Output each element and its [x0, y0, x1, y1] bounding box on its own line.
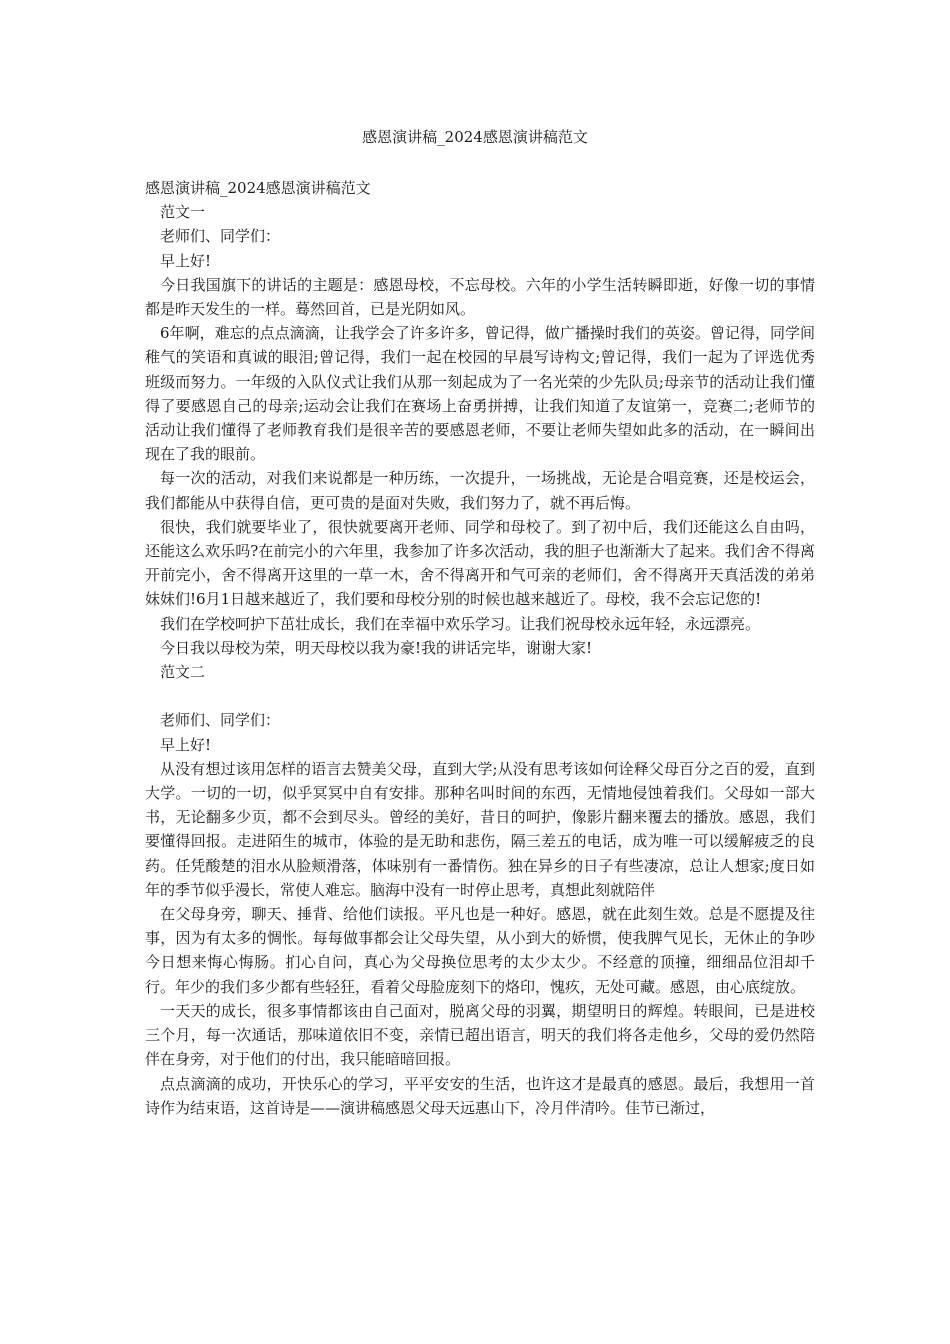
paragraph: 老师们、同学们：: [160, 227, 281, 246]
page-title: 感恩演讲稿_2024感恩演讲稿范文: [362, 128, 588, 146]
paragraph: 老师们、同学们：: [160, 711, 281, 730]
paragraph: 从没有想过该用怎样的语言去赞美父母，直到大学;从没有思考该如何诠释父母百分之百的爱，直到大学。一切的一切，似乎冥冥中自有安排。那种名叫时间的东西，无情地侵蚀着我们。父母如一部大书，无论翻多少页，都不会到尽头。曾经的美好，昔日的呵护，像影片翻来覆去的播放。感恩，我们要懂得回报。走进陌生的城市，体验的是无助和悲伤，隔三差五的电话，成为唯一可以缓解疲乏的良药。任凭酸楚的泪水从脸颊滑落，体味别有一番情伤。独在异乡的日子有些凄凉，总让人想家;度日如年的季节似乎漫长，常使人难忘。脑海中没有一时停止思考，真想此刻就陪伴: [145, 759, 815, 899]
paragraph: 很快，我们就要毕业了，很快就要离开老师、同学和母校了。到了初中后，我们还能这么自由吗，还能这么欢乐吗?在前完小的六年里，我参加了许多次活动，我的胆子也渐渐大了起来。我们舍不得离开前完小，舍不得离开这里的一草一木，舍不得离开和气可亲的老师们，舍不得离开天真活泼的弟弟妹妹们!6月1日越来越近了，我们要和母校分别的时候也越来越近了。母校，我不会忘记您的!: [145, 517, 815, 609]
paragraph: 我们在学校呵护下茁壮成长，我们在幸福中欢乐学习。让我们祝母校永远年轻，永远漂亮。: [160, 614, 761, 633]
paragraph: 早上好!: [160, 251, 212, 270]
paragraph: 范文二: [160, 663, 206, 682]
paragraph: 今日我以母校为荣，明天母校以我为豪!我的讲话完毕，谢谢大家!: [160, 638, 593, 657]
blank-line: [145, 684, 815, 708]
paragraph: 点点滴滴的成功，开快乐心的学习，平平安安的生活，也许这才是最真的感恩。最后，我想用一首诗作为结束语，这首诗是——演讲稿感恩父母天远惠山下，冷月伴清吟。佳节已渐过，: [145, 1074, 815, 1117]
paragraph: 早上好!: [160, 735, 212, 754]
paragraph: 一天天的成长，很多事情都该由自己面对，脱离父母的羽翼，期望明日的辉煌。转眼间，已是进校三个月，每一次通话，那味道依旧不变，亲情已超出语言，明天的我们将各走他乡，父母的爱仍然陪伴在身旁，对于他们的付出，我只能暗暗回报。: [145, 1001, 815, 1069]
paragraph: 今日我国旗下的讲话的主题是：感恩母校，不忘母校。六年的小学生活转瞬即逝，好像一切的事情都是昨天发生的一样。蓦然回首，已是光阴如风。: [145, 275, 815, 319]
document-body: [145, 176, 815, 1120]
document-subtitle: 感恩演讲稿_2024感恩演讲稿范文: [145, 179, 371, 197]
paragraph: 在父母身旁，聊天、捶背、给他们读报。平凡也是一种好。感恩，就在此刻生效。总是不愿提及往事，因为有太多的惆怅。每每做事都会让父母失望，从小到大的娇惯，使我脾气见长，无休止的争吵今日想来悔心悔肠。扪心自问，真心为父母换位思考的太少太少。不经意的顶撞，细细品位泪却千行。年少的我们多少都有些轻狂，看着父母脸庞刻下的烙印，愧疚，无处可藏。感恩，由心底绽放。: [145, 905, 815, 996]
paragraph: 6年啊，难忘的点点滴滴，让我学会了许多许多，曾记得，做广播操时我们的英姿。曾记得，同学间稚气的笑语和真诚的眼泪;曾记得，我们一起在校园的早晨写诗构文;曾记得，我们一起为了评选优秀班级而努力。一年级的入队仪式让我们从那一刻起成为了一名光荣的少先队员;母亲节的活动让我们懂得了要感恩自己的母亲;运动会让我们在赛场上奋勇拼搏，让我们知道了友谊第一，竞赛二;老师节的活动让我们懂得了老师教育我们是很辛苦的要感恩老师，不要让老师失望如此多的活动，在一瞬间出现在了我的眼前。: [145, 324, 815, 464]
paragraph: 每一次的活动，对我们来说都是一种历练，一次提升，一场挑战，无论是合唱竞赛，还是校运会，我们都能从中获得自信，更可贵的是面对失败，我们努力了，就不再后悔。: [145, 469, 815, 512]
paragraph: 范文一: [160, 203, 206, 222]
